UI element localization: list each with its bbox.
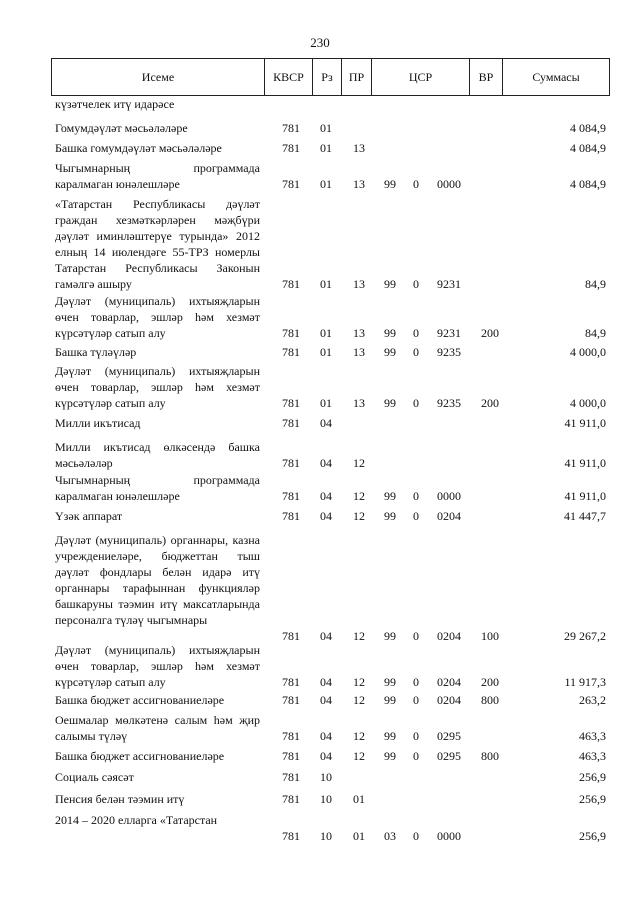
row-rz: 04	[320, 509, 332, 523]
row-csr3: 0204	[437, 693, 461, 707]
row-kvsr: 781	[282, 177, 300, 191]
row-csr1: 99	[384, 345, 396, 359]
row-csr3: 0000	[437, 177, 461, 191]
row-kvsr: 781	[282, 675, 300, 689]
row-csr3: 0000	[437, 489, 461, 503]
row-csr3: 9235	[437, 396, 461, 410]
row-rz: 04	[320, 749, 332, 763]
table-row	[0, 812, 640, 844]
table-row	[0, 196, 640, 292]
row-kvsr: 781	[282, 396, 300, 410]
row-csr1: 99	[384, 277, 396, 291]
row-kvsr: 781	[282, 770, 300, 784]
row-sum: 4 084,9	[570, 177, 606, 191]
row-csr3: 9231	[437, 277, 461, 291]
row-csr2: 0	[413, 729, 419, 743]
row-vr: 200	[481, 326, 499, 340]
table-row	[0, 769, 640, 785]
table-row	[0, 712, 640, 744]
row-name: 2014 – 2020 елларга «Татарстан	[55, 813, 218, 827]
row-sum: 84,9	[585, 326, 606, 340]
table-row	[0, 160, 640, 192]
header-name: Исеме	[52, 59, 265, 96]
row-csr1: 03	[384, 829, 396, 843]
row-csr2: 0	[413, 749, 419, 763]
table-row	[0, 363, 640, 411]
row-vr: 800	[481, 749, 499, 763]
header-csr: ЦСР	[372, 59, 470, 96]
row-csr1: 99	[384, 326, 396, 340]
header-kvsr: КВСР	[265, 59, 313, 96]
table-row	[0, 344, 640, 360]
row-csr3: 0000	[437, 829, 461, 843]
header-pr: ПР	[342, 59, 372, 96]
row-csr3: 9231	[437, 326, 461, 340]
row-pr: 13	[353, 396, 365, 410]
row-csr1: 99	[384, 729, 396, 743]
table-row	[0, 532, 640, 644]
row-pr: 13	[353, 177, 365, 191]
row-csr1: 99	[384, 675, 396, 689]
row-name: Гомумдәүләт мәсьәләләре	[55, 121, 188, 135]
row-rz: 10	[320, 829, 332, 843]
row-sum: 41 911,0	[564, 456, 606, 470]
table-row	[0, 692, 640, 708]
row-name: Милли икътисад өлкәсендә башка мәсьәләләр	[55, 440, 260, 470]
row-rz: 01	[320, 141, 332, 155]
row-rz: 01	[320, 396, 332, 410]
row-name: Пенсия белән тәэмин итү	[55, 792, 185, 806]
row-name: Үзәк аппарат	[55, 509, 123, 523]
row-kvsr: 781	[282, 629, 300, 643]
row-name: күзәтчелек итү идарәсе	[55, 97, 175, 111]
row-sum: 256,9	[579, 829, 606, 843]
row-name: Чыгымнарның программада каралмаган юнәлешләре	[55, 161, 260, 191]
row-rz: 04	[320, 456, 332, 470]
row-vr: 800	[481, 693, 499, 707]
row-pr: 13	[353, 345, 365, 359]
row-kvsr: 781	[282, 729, 300, 743]
row-csr2: 0	[413, 345, 419, 359]
row-csr1: 99	[384, 396, 396, 410]
row-sum: 41 911,0	[564, 416, 606, 430]
row-pr: 13	[353, 277, 365, 291]
row-name: Социаль сәясәт	[55, 770, 134, 784]
row-kvsr: 781	[282, 509, 300, 523]
row-sum: 463,3	[579, 749, 606, 763]
row-pr: 12	[353, 456, 365, 470]
row-name: Дәүләт (муниципаль) ихтыяҗларын өчен товарлар, эшләр һәм хезмәт күрсәтүләр сатып алу	[55, 294, 260, 340]
row-kvsr: 781	[282, 456, 300, 470]
row-csr2: 0	[413, 509, 419, 523]
row-pr: 13	[353, 326, 365, 340]
row-rz: 10	[320, 792, 332, 806]
row-csr3: 0204	[437, 629, 461, 643]
row-csr2: 0	[413, 675, 419, 689]
row-csr1: 99	[384, 489, 396, 503]
row-csr2: 0	[413, 829, 419, 843]
row-sum: 4 000,0	[570, 396, 606, 410]
row-kvsr: 781	[282, 489, 300, 503]
row-kvsr: 781	[282, 792, 300, 806]
table-row	[0, 791, 640, 807]
row-rz: 04	[320, 729, 332, 743]
row-kvsr: 781	[282, 345, 300, 359]
row-pr: 12	[353, 749, 365, 763]
row-pr: 12	[353, 509, 365, 523]
row-rz: 04	[320, 416, 332, 430]
row-sum: 84,9	[585, 277, 606, 291]
row-name: Оешмалар мөлкәтенә салым һәм җир салымы түләү	[55, 713, 260, 743]
row-pr: 12	[353, 675, 365, 689]
row-pr: 13	[353, 141, 365, 155]
row-pr: 12	[353, 629, 365, 643]
row-rz: 01	[320, 277, 332, 291]
row-csr3: 0295	[437, 749, 461, 763]
row-name: Башка бюджет ассигнованиеләре	[55, 749, 225, 763]
row-kvsr: 781	[282, 121, 300, 135]
row-rz: 04	[320, 489, 332, 503]
table-row	[0, 642, 640, 690]
row-csr2: 0	[413, 277, 419, 291]
row-sum: 4 084,9	[570, 121, 606, 135]
row-csr1: 99	[384, 509, 396, 523]
row-kvsr: 781	[282, 693, 300, 707]
header-rz: Рз	[313, 59, 342, 96]
table-row	[0, 96, 640, 112]
row-csr2: 0	[413, 489, 419, 503]
row-kvsr: 781	[282, 326, 300, 340]
row-name: Милли икътисад	[55, 416, 141, 430]
row-rz: 01	[320, 345, 332, 359]
row-csr3: 0204	[437, 675, 461, 689]
row-name: Башка гомумдәүләт мәсьәләләре	[55, 141, 222, 155]
row-rz: 01	[320, 177, 332, 191]
row-sum: 256,9	[579, 792, 606, 806]
table-row	[0, 120, 640, 136]
row-csr2: 0	[413, 396, 419, 410]
row-csr1: 99	[384, 749, 396, 763]
row-vr: 200	[481, 396, 499, 410]
row-csr1: 99	[384, 177, 396, 191]
row-name: Чыгымнарның программада каралмаган юнәлешләре	[55, 473, 260, 503]
row-name: Дәүләт (муниципаль) ихтыяҗларын өчен товарлар, эшләр һәм хезмәт күрсәтүләр сатып алу	[55, 643, 260, 689]
page-number: 230	[310, 35, 330, 50]
row-csr1: 99	[384, 693, 396, 707]
row-kvsr: 781	[282, 416, 300, 430]
row-sum: 463,3	[579, 729, 606, 743]
row-vr: 100	[481, 629, 499, 643]
row-name: Дәүләт (муниципаль) ихтыяҗларын өчен товарлар, эшләр һәм хезмәт күрсәтүләр сатып алу	[55, 364, 260, 410]
row-vr: 200	[481, 675, 499, 689]
row-sum: 29 267,2	[564, 629, 606, 643]
row-sum: 4 084,9	[570, 141, 606, 155]
row-kvsr: 781	[282, 829, 300, 843]
row-rz: 04	[320, 693, 332, 707]
row-name: «Татарстан Республикасы дәүләт граждан хезмәткәрләрен мәҗбүри дәүләт иминләштерүе турында» 2012 елның 14 июлендәге 55-ТРЗ номерлы Татарстан Республикасы Законын гамәлгә ашыру	[55, 197, 260, 291]
row-rz: 01	[320, 326, 332, 340]
row-rz: 04	[320, 629, 332, 643]
row-sum: 4 000,0	[570, 345, 606, 359]
table-row	[0, 748, 640, 764]
row-rz: 10	[320, 770, 332, 784]
table-row	[0, 140, 640, 156]
row-pr: 01	[353, 829, 365, 843]
row-name: Дәүләт (муниципаль) органнары, казна учреждениеләре, бюджеттан тыш дәүләт фондлары белән идарә итү органнары тарафыннан функцияләр башкаруны тәэмин итү максатларында персоналга түләү чыгымнары	[55, 533, 260, 627]
row-csr2: 0	[413, 326, 419, 340]
row-name: Башка түләүләр	[55, 345, 137, 359]
header-vr: ВР	[470, 59, 503, 96]
header-sum: Суммасы	[503, 59, 610, 96]
row-pr: 12	[353, 693, 365, 707]
table-row	[0, 472, 640, 504]
table-row	[0, 439, 640, 471]
row-sum: 41 911,0	[564, 489, 606, 503]
row-csr3: 0204	[437, 509, 461, 523]
row-sum: 41 447,7	[564, 509, 606, 523]
row-sum: 256,9	[579, 770, 606, 784]
table-row	[0, 293, 640, 341]
row-csr1: 99	[384, 629, 396, 643]
table-row	[0, 415, 640, 431]
row-rz: 01	[320, 121, 332, 135]
row-sum: 263,2	[579, 693, 606, 707]
row-pr: 12	[353, 729, 365, 743]
row-pr: 12	[353, 489, 365, 503]
row-csr3: 9235	[437, 345, 461, 359]
row-rz: 04	[320, 675, 332, 689]
row-kvsr: 781	[282, 277, 300, 291]
row-pr: 01	[353, 792, 365, 806]
row-csr2: 0	[413, 693, 419, 707]
row-csr3: 0295	[437, 729, 461, 743]
row-kvsr: 781	[282, 749, 300, 763]
row-name: Башка бюджет ассигнованиеләре	[55, 693, 225, 707]
row-sum: 11 917,3	[564, 675, 606, 689]
row-kvsr: 781	[282, 141, 300, 155]
table-row	[0, 508, 640, 524]
row-csr2: 0	[413, 629, 419, 643]
row-csr2: 0	[413, 177, 419, 191]
